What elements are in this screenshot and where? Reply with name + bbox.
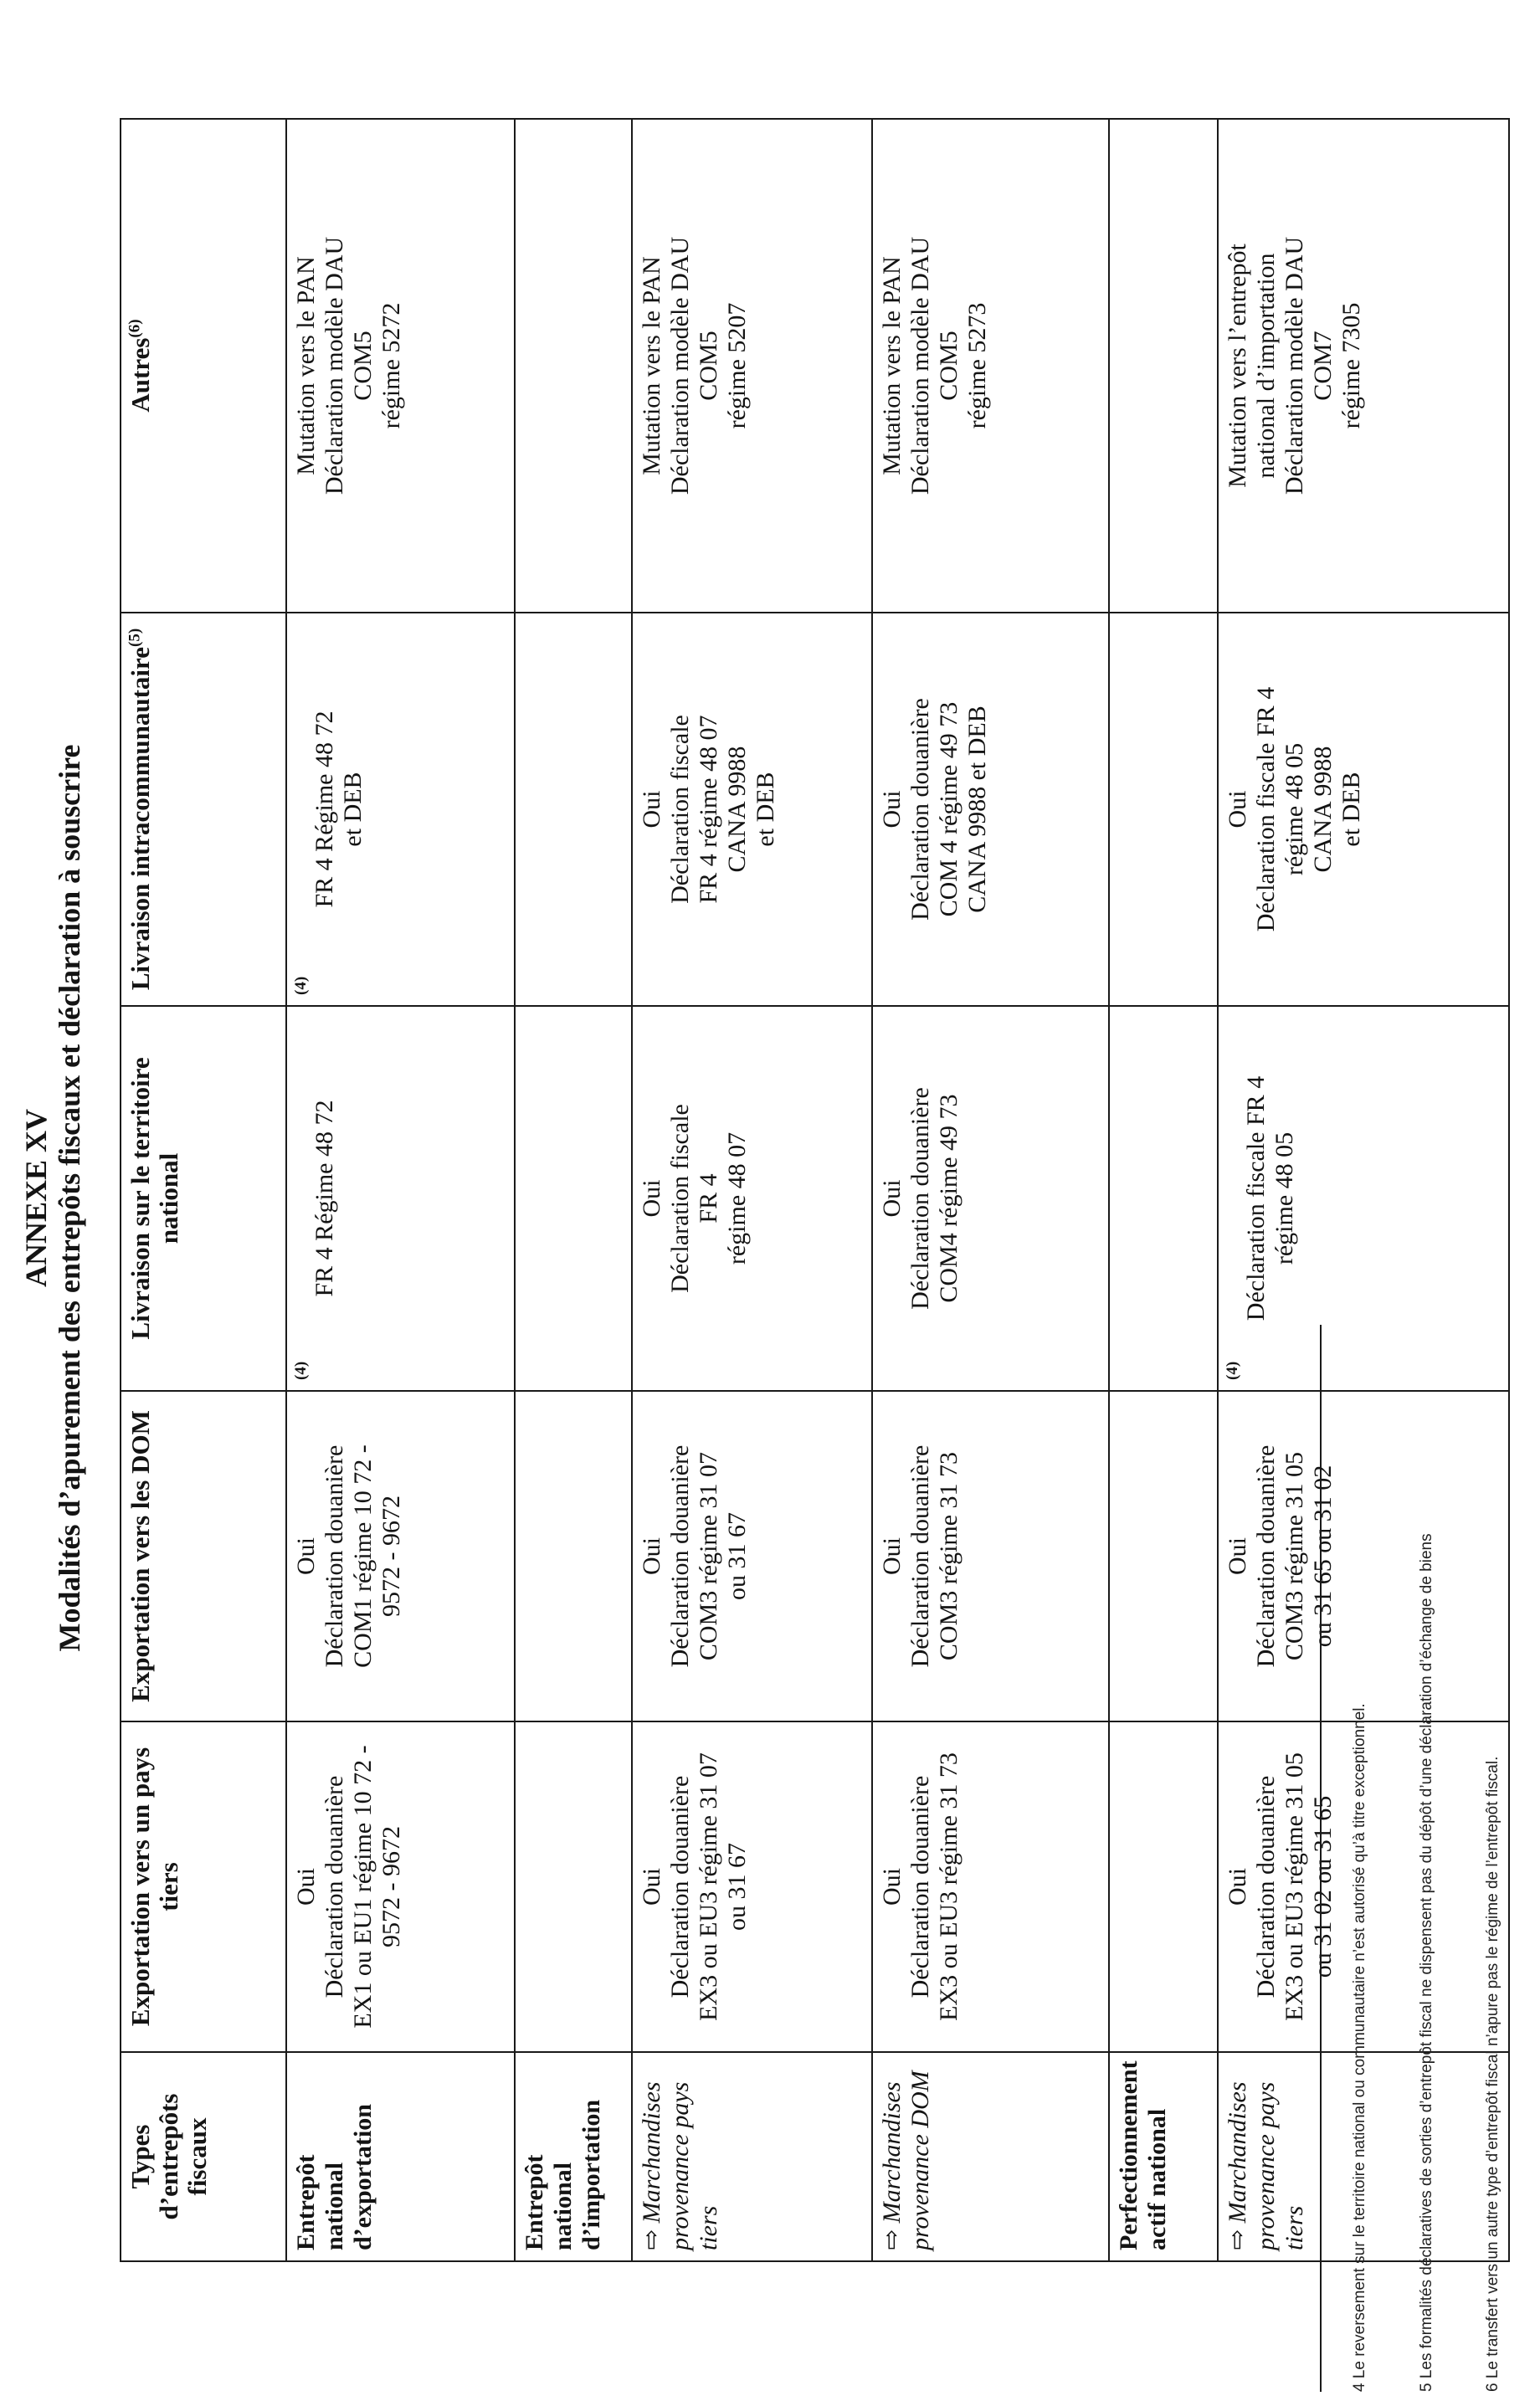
footnote-ref-4: (4) — [1224, 1361, 1241, 1380]
cell-line: Oui — [638, 1179, 665, 1218]
row-label — [1218, 2052, 1509, 2261]
cell-line: Déclaration douanière — [666, 1444, 694, 1668]
cell-line: COM4 régime 49 73 — [935, 1094, 963, 1303]
col-header-intra — [121, 613, 286, 1006]
row-label-text: Entrepôt national d’exportation — [292, 2104, 377, 2250]
cell-line: Oui — [292, 1537, 320, 1575]
cell-pays-tiers — [1109, 1721, 1218, 2052]
cell-line: Mutation vers le PAN — [638, 256, 665, 475]
row-label-text: Perfectionnement actif national — [1115, 2060, 1171, 2250]
row-label-text: Marchandises provenance DOM — [878, 2070, 934, 2250]
row-label-text: Marchandises provenance pays tiers — [1224, 2081, 1308, 2250]
cell-line: Oui — [292, 1868, 320, 1906]
cell-dom — [872, 1391, 1109, 1721]
cell-line: Déclaration modèle DAU — [666, 236, 694, 495]
arrow-right-icon: ⇨ — [878, 2229, 906, 2250]
cell-line: CANA 9988 — [723, 746, 751, 873]
cell-line: COM5 — [935, 331, 963, 401]
col-header-types: Types d’entrepôts fiscaux — [121, 2052, 286, 2261]
cell-line: ou 31 02 ou 31 65 — [1309, 1795, 1337, 1978]
cell-intra — [1109, 613, 1218, 1006]
cell-line: Déclaration modèle DAU — [321, 236, 348, 495]
col-header-national: Livraison sur le territoire national — [121, 1006, 286, 1391]
cell-line: régime 48 05 — [1270, 1131, 1298, 1265]
cell-line: et DEB — [339, 772, 367, 847]
row-label — [515, 2052, 632, 2261]
cell-national — [286, 1006, 515, 1391]
apurement-table — [120, 118, 1510, 2262]
cell-line: régime 5272 — [377, 302, 405, 429]
cell-line: Mutation vers le PAN — [878, 256, 906, 475]
annex-title: ANNEXE XV — [19, 1109, 53, 1288]
cell-line: national d’importation — [1252, 253, 1280, 479]
col-header-intra-label: Livraison intracommunautaire — [126, 646, 155, 991]
cell-dom — [286, 1391, 515, 1721]
cell-line: et DEB — [1337, 772, 1365, 847]
cell-pays-tiers — [286, 1721, 515, 2052]
cell-line: Déclaration modèle DAU — [1281, 236, 1308, 495]
cell-line: COM1 régime 10 72 - — [349, 1444, 377, 1668]
cell-line: régime 48 07 — [723, 1131, 751, 1265]
footnote-ref-6: (6) — [126, 319, 144, 338]
cell-pays-tiers — [872, 1721, 1109, 2052]
cell-line: régime 7305 — [1337, 302, 1365, 429]
arrow-right-icon: ⇨ — [1224, 2229, 1251, 2250]
cell-line: EX3 ou EU3 régime 31 07 — [695, 1752, 722, 2021]
cell-national — [872, 1006, 1109, 1391]
cell-line: FR 4 régime 48 07 — [695, 715, 722, 904]
cell-line: Oui — [638, 1537, 665, 1575]
cell-line: Oui — [878, 1537, 906, 1575]
cell-line: Déclaration douanière — [321, 1775, 348, 1998]
cell-autres — [872, 119, 1109, 613]
cell-national — [632, 1006, 872, 1391]
cell-line: régime 48 05 — [1281, 742, 1308, 876]
footnote-ref-4: (4) — [292, 976, 310, 995]
cell-dom — [1109, 1391, 1218, 1721]
cell-dom — [515, 1391, 632, 1721]
cell-line: Oui — [1224, 790, 1251, 829]
cell-line: Oui — [878, 790, 906, 829]
cell-line: Oui — [638, 1868, 665, 1906]
cell-autres — [1218, 119, 1509, 613]
cell-line: Déclaration douanière — [906, 698, 934, 921]
cell-line: Déclaration fiscale — [666, 715, 694, 904]
cell-intra — [286, 613, 515, 1006]
cell-line: EX3 ou EU3 régime 31 73 — [935, 1752, 963, 2021]
cell-line: 9572 - 9672 — [377, 1826, 405, 1947]
cell-autres — [1109, 119, 1218, 613]
row-label — [632, 2052, 872, 2261]
table-row — [1109, 119, 1218, 2261]
cell-line: Déclaration douanière — [906, 1775, 934, 1998]
cell-line: CANA 9988 et DEB — [963, 705, 991, 913]
footnote-5: 5 Les formalités déclaratives de sorties d’entrepôt fiscal ne dispensent pas du dépôt d’une déclaration d’échange de biens — [1418, 1533, 1435, 2392]
col-header-autres — [121, 119, 286, 613]
cell-line: Mutation vers le PAN — [292, 256, 320, 475]
cell-national — [515, 1006, 632, 1391]
cell-line: régime 5273 — [963, 302, 991, 429]
cell-line: Oui — [638, 790, 665, 829]
row-label-text: Entrepôt national d’importation — [521, 2100, 605, 2250]
cell-line: régime 5207 — [723, 302, 751, 429]
cell-line: EX3 ou EU3 régime 31 05 — [1281, 1752, 1308, 2021]
cell-line: Déclaration douanière — [666, 1775, 694, 1998]
cell-autres — [632, 119, 872, 613]
footnote-6: 6 Le transfert vers un autre type d’entrepôt fiscal n’apure pas le régime de l’entrepôt fiscal. — [1484, 1756, 1502, 2392]
arrow-right-icon: ⇨ — [638, 2229, 665, 2250]
cell-line: Déclaration douanière — [906, 1087, 934, 1310]
cell-national — [1109, 1006, 1218, 1391]
row-label-text: Marchandises provenance pays tiers — [638, 2081, 722, 2250]
cell-line: Déclaration douanière — [1252, 1775, 1280, 1998]
cell-line: Déclaration douanière — [321, 1444, 348, 1668]
cell-line: Déclaration fiscale FR 4 — [1242, 1075, 1270, 1321]
cell-line: et DEB — [752, 772, 779, 847]
cell-line: Déclaration douanière — [1252, 1444, 1280, 1668]
cell-line: COM3 régime 31 05 — [1281, 1451, 1308, 1661]
cell-dom — [632, 1391, 872, 1721]
cell-pays-tiers — [632, 1721, 872, 2052]
cell-line: 9572 - 9672 — [377, 1496, 405, 1617]
cell-line: FR 4 Régime 48 72 — [311, 711, 338, 908]
cell-pays-tiers — [515, 1721, 632, 2052]
col-header-autres-label: Autres — [126, 337, 155, 413]
cell-intra — [632, 613, 872, 1006]
row-label — [872, 2052, 1109, 2261]
cell-line: COM7 — [1309, 331, 1337, 401]
cell-line: COM5 — [349, 331, 377, 401]
cell-autres — [286, 119, 515, 613]
cell-dom — [1218, 1391, 1509, 1721]
footnote-4: 4 Le reversement sur le territoire national ou communautaire n’est autorisé qu’à titre exceptionnel. — [1351, 1703, 1368, 2392]
cell-line: Mutation vers l’entrepôt — [1224, 244, 1251, 488]
cell-line: FR 4 — [695, 1173, 722, 1224]
cell-pays-tiers — [1218, 1721, 1509, 2052]
table-row — [1218, 119, 1509, 2261]
cell-line: Oui — [1224, 1537, 1251, 1575]
footnote-ref-5: (5) — [126, 628, 144, 647]
cell-line: FR 4 Régime 48 72 — [311, 1100, 338, 1297]
cell-line: Oui — [878, 1868, 906, 1906]
cell-line: Déclaration modèle DAU — [906, 236, 934, 495]
cell-line: Oui — [1224, 1868, 1251, 1906]
cell-line: ou 31 67 — [723, 1843, 751, 1931]
col-header-dom: Exportation vers les DOM — [121, 1391, 286, 1721]
cell-intra — [872, 613, 1109, 1006]
cell-line: ou 31 65 ou 31 02 — [1309, 1465, 1337, 1648]
cell-line: COM3 régime 31 73 — [935, 1451, 963, 1661]
table-row — [872, 119, 1109, 2261]
cell-line: EX1 ou EU1 régime 10 72 - — [349, 1745, 377, 2029]
cell-line: CANA 9988 — [1309, 746, 1337, 873]
row-label — [286, 2052, 515, 2261]
table-row — [515, 119, 632, 2261]
cell-intra — [1218, 613, 1509, 1006]
table-row — [286, 119, 515, 2261]
cell-line: ou 31 67 — [723, 1512, 751, 1600]
cell-line: Déclaration fiscale — [666, 1104, 694, 1293]
cell-intra — [515, 613, 632, 1006]
annex-subtitle: Modalités d’apurement des entrepôts fiscaux et déclaration à souscrire — [53, 744, 86, 1652]
cell-line: COM3 régime 31 07 — [695, 1451, 722, 1661]
col-header-pays-tiers: Exportation vers un pays tiers — [121, 1721, 286, 2052]
row-label — [1109, 2052, 1218, 2261]
cell-line: COM 4 régime 49 73 — [935, 701, 963, 917]
header-row — [121, 119, 286, 2261]
table-row — [632, 119, 872, 2261]
footnote-ref-4: (4) — [292, 1361, 310, 1380]
cell-line: Déclaration fiscale FR 4 — [1252, 686, 1280, 932]
cell-autres — [515, 119, 632, 613]
cell-line: COM5 — [695, 331, 722, 401]
cell-national — [1218, 1006, 1509, 1391]
cell-line: Oui — [878, 1179, 906, 1218]
cell-line: Déclaration douanière — [906, 1444, 934, 1668]
